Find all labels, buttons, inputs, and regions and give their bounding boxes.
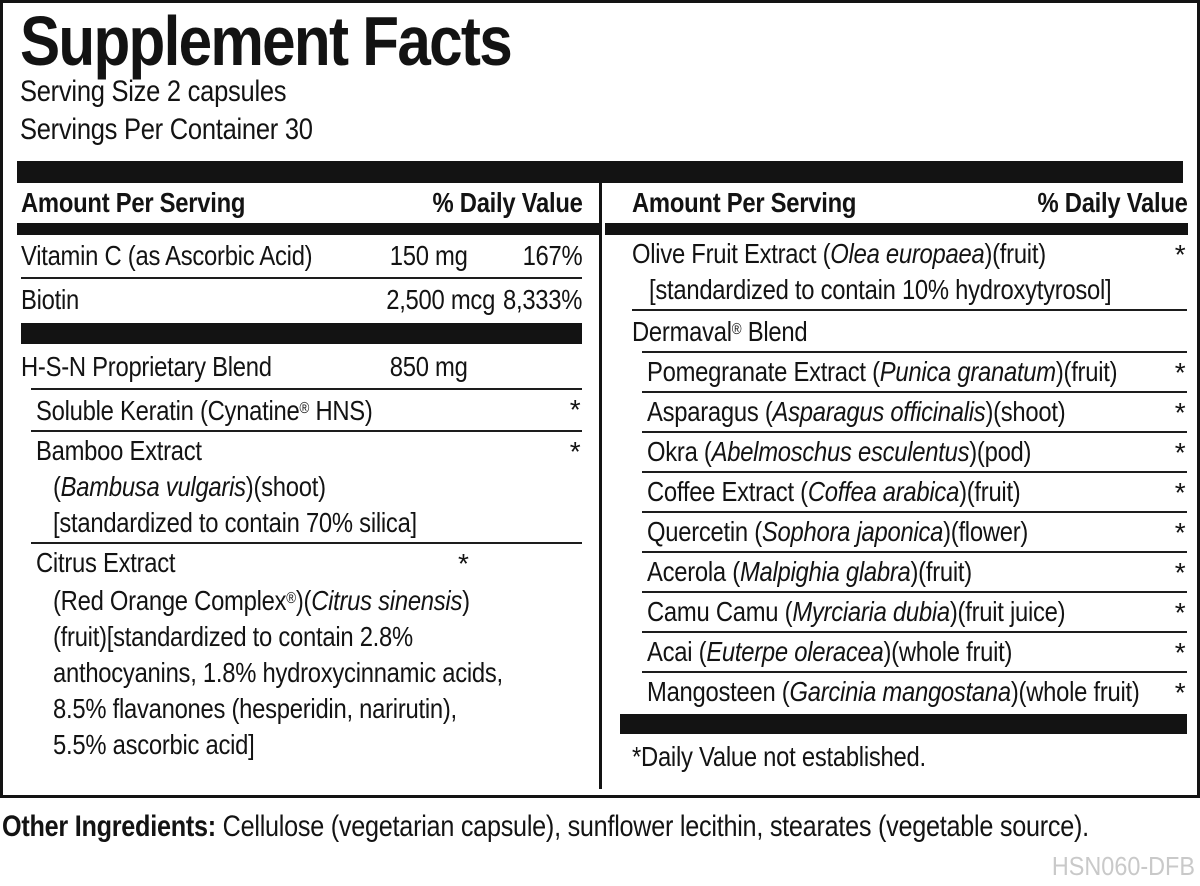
- no-daily-value-asterisk: *: [1174, 397, 1186, 429]
- table-row: [642, 591, 1187, 631]
- daily-value-percent: [467, 348, 582, 386]
- table-row: [642, 391, 1187, 431]
- ingredient-line: [647, 434, 1187, 470]
- table-row: [642, 631, 1187, 671]
- text-run: [standardized to contain 70% silica]: [53, 507, 417, 539]
- table-row: [31, 430, 582, 542]
- other-ingredients: [2, 808, 1200, 846]
- title-text: Supplement Facts: [20, 2, 511, 80]
- daily-value-percent: 167%: [522, 240, 583, 271]
- table-row: [642, 671, 1187, 711]
- text-run: HNS): [309, 395, 373, 427]
- text-run: (fruit)[standardized to contain 2.8%: [53, 621, 413, 653]
- text-run: 5.5% ascorbic acid]: [53, 729, 255, 761]
- serving-size: [20, 73, 1183, 111]
- text-run: ): [462, 585, 470, 617]
- table-row: [31, 388, 582, 430]
- table-row: [21, 277, 582, 321]
- text-run: Asparagus (: [647, 396, 773, 428]
- text-run: [standardized to contain 10% hydroxytyrosol]: [649, 274, 1112, 305]
- botanical-name: Coffea arabica: [808, 476, 960, 508]
- ingredient-line: [36, 619, 582, 655]
- ingredient-amount: 850 mg: [389, 351, 468, 382]
- text-run: )(shoot): [245, 471, 326, 503]
- text-run: (: [53, 471, 61, 503]
- text-run: Coffee Extract (: [647, 476, 809, 508]
- no-daily-value-asterisk: *: [1174, 437, 1186, 469]
- ingredient-amount: 2,500 mcg: [386, 284, 496, 315]
- other-ingredients-label: Other Ingredients:: [2, 810, 216, 843]
- table-row: [21, 346, 582, 388]
- text-run: (Red Orange Complex: [53, 585, 287, 617]
- text-run: )(: [295, 585, 312, 617]
- ingredient-line: [36, 469, 582, 505]
- text-run: anthocyanins, 1.8% hydroxycinnamic acids,: [53, 657, 503, 689]
- daily-value-header-text: % Daily Value: [1037, 187, 1188, 218]
- ingredient-line: [647, 474, 1187, 510]
- text-run: Acerola (: [647, 556, 741, 588]
- daily-value-header-text: % Daily Value: [432, 187, 583, 218]
- registered-mark: ®: [732, 321, 742, 338]
- text-run: Citrus Extract: [36, 547, 176, 579]
- ingredient-line: [36, 391, 582, 429]
- text-run: )(fruit): [1056, 356, 1118, 388]
- ingredient-line: [632, 236, 1187, 272]
- no-daily-value-asterisk: *: [1174, 557, 1186, 589]
- header-underline-bar: [605, 223, 1188, 235]
- product-code-text: HSN060-DFB: [1051, 851, 1195, 881]
- ingredient-line: [647, 394, 1187, 430]
- right-rows: [632, 235, 1187, 711]
- table-row: [642, 511, 1187, 551]
- section-divider-bar: [21, 323, 582, 344]
- ingredient-line: [632, 312, 1187, 350]
- ingredient-line: [36, 433, 582, 469]
- no-daily-value-asterisk: *: [569, 436, 581, 468]
- table-row: [642, 431, 1187, 471]
- top-thick-bar: [17, 161, 1183, 183]
- text-run: Okra (: [647, 436, 712, 468]
- table-row: [632, 309, 1187, 351]
- panel-header: [3, 3, 1197, 149]
- text-run: )(flower): [943, 516, 1029, 548]
- footnote-text: *Daily Value not established.: [632, 741, 927, 773]
- table-row: [632, 235, 1187, 309]
- text-run: Pomegranate Extract (: [647, 356, 881, 388]
- ingredient-line: [647, 594, 1187, 630]
- daily-value-header: [1011, 187, 1188, 219]
- text-run: )(whole fruit): [1011, 676, 1140, 708]
- ingredient-name: [21, 281, 367, 319]
- ingredient-line: [647, 354, 1187, 390]
- ingredient-amount: 150 mg: [389, 240, 468, 271]
- text-run: Quercetin (: [647, 516, 763, 548]
- botanical-name: Euterpe oleracea: [706, 636, 884, 668]
- other-ingredients-list: Cellulose (vegetarian capsule), sunflower lecithin, stearates (vegetable source).: [222, 810, 1089, 843]
- text-run: )(fruit): [984, 238, 1047, 269]
- text-run: Olive Fruit Extract (: [632, 238, 831, 269]
- ingredient-line: [36, 505, 582, 541]
- left-rows: [21, 235, 582, 764]
- botanical-name: Asparagus officinalis: [772, 396, 986, 428]
- text-run: 8.5% flavanones (hesperidin, narirutin),: [53, 693, 457, 725]
- ingredient-line: [36, 691, 582, 727]
- ingredient-line: [647, 514, 1187, 550]
- table-row: [642, 471, 1187, 511]
- text-run: )(whole fruit): [883, 636, 1013, 668]
- facts-column-right: [602, 183, 1200, 789]
- botanical-name: Malpighia glabra: [740, 556, 911, 588]
- ingredient-line: [36, 545, 582, 581]
- no-daily-value-asterisk: *: [458, 548, 469, 580]
- no-daily-value-asterisk: *: [1174, 357, 1186, 389]
- serving-size-text: Serving Size 2 capsules: [20, 75, 287, 108]
- text-run: Biotin: [21, 284, 80, 315]
- ingredient-line: [36, 727, 582, 763]
- column-header: [21, 183, 582, 223]
- amount-per-serving-header: [21, 187, 285, 219]
- ingredient-line: [36, 581, 582, 619]
- text-run: Blend: [741, 316, 808, 348]
- text-run: Dermaval: [632, 316, 733, 348]
- table-row: [31, 542, 582, 764]
- header-underline-bar: [17, 223, 602, 235]
- servings-per-container: [20, 111, 1183, 149]
- table-row: [642, 351, 1187, 391]
- text-run: )(fruit): [910, 556, 973, 588]
- daily-value-header: [406, 187, 583, 219]
- text-run: )(fruit juice): [950, 596, 1066, 628]
- no-daily-value-asterisk: *: [1174, 477, 1186, 509]
- supplement-facts-title: [20, 2, 1183, 80]
- botanical-name: Garcinia mangostana: [789, 676, 1012, 708]
- other-ingredients-text: [2, 808, 1089, 846]
- botanical-name: Olea europaea: [830, 238, 985, 269]
- text-run: Camu Camu (: [647, 596, 793, 628]
- daily-value-percent: 8,333%: [503, 284, 583, 315]
- botanical-name: Myrciaria dubia: [792, 596, 951, 628]
- text-run: H-S-N Proprietary Blend: [21, 351, 272, 382]
- ingredient-line: [36, 655, 582, 691]
- table-row: [642, 551, 1187, 591]
- text-run: )(shoot): [985, 396, 1066, 428]
- no-daily-value-asterisk: *: [1174, 239, 1186, 270]
- botanical-name: Sophora japonica: [762, 516, 944, 548]
- no-daily-value-asterisk: *: [569, 394, 581, 425]
- registered-mark: ®: [299, 400, 310, 417]
- no-daily-value-asterisk: *: [1174, 637, 1186, 669]
- ingredient-name: [21, 348, 367, 386]
- amount-header-text: Amount Per Serving: [21, 187, 246, 218]
- facts-table: [3, 183, 1197, 789]
- servings-per-container-text: Servings Per Container 30: [20, 113, 313, 146]
- botanical-name: Abelmoschus esculentus: [711, 436, 970, 468]
- no-daily-value-asterisk: *: [1174, 517, 1186, 549]
- ingredient-line: [647, 634, 1187, 670]
- botanical-name: Bambusa vulgaris: [60, 471, 246, 503]
- no-daily-value-asterisk: *: [1174, 597, 1186, 629]
- amount-header-text: Amount Per Serving: [632, 187, 857, 218]
- ingredient-line: [647, 674, 1187, 710]
- ingredient-line: [632, 272, 1187, 308]
- text-run: Vitamin C (as Ascorbic Acid): [21, 240, 313, 271]
- botanical-name: Citrus sinensis: [311, 585, 463, 617]
- ingredient-line: [647, 554, 1187, 590]
- product-code: [0, 852, 1200, 880]
- text-run: Mangosteen (: [647, 676, 790, 708]
- registered-mark: ®: [286, 590, 296, 608]
- table-row: [21, 235, 582, 277]
- text-run: Acai (: [647, 636, 707, 668]
- text-run: )(fruit): [959, 476, 1021, 508]
- ingredient-name: [21, 237, 367, 275]
- daily-value-footnote: [632, 737, 1187, 776]
- column-header: [632, 183, 1187, 223]
- text-run: Bamboo Extract: [36, 435, 202, 467]
- botanical-name: Punica granatum: [880, 356, 1057, 388]
- facts-column-left: [3, 183, 602, 789]
- amount-per-serving-header: [632, 187, 896, 219]
- text-run: Soluble Keratin (Cynatine: [36, 395, 300, 427]
- no-daily-value-asterisk: *: [1174, 677, 1186, 709]
- footnote-divider-bar: [620, 714, 1187, 734]
- text-run: )(pod): [969, 436, 1032, 468]
